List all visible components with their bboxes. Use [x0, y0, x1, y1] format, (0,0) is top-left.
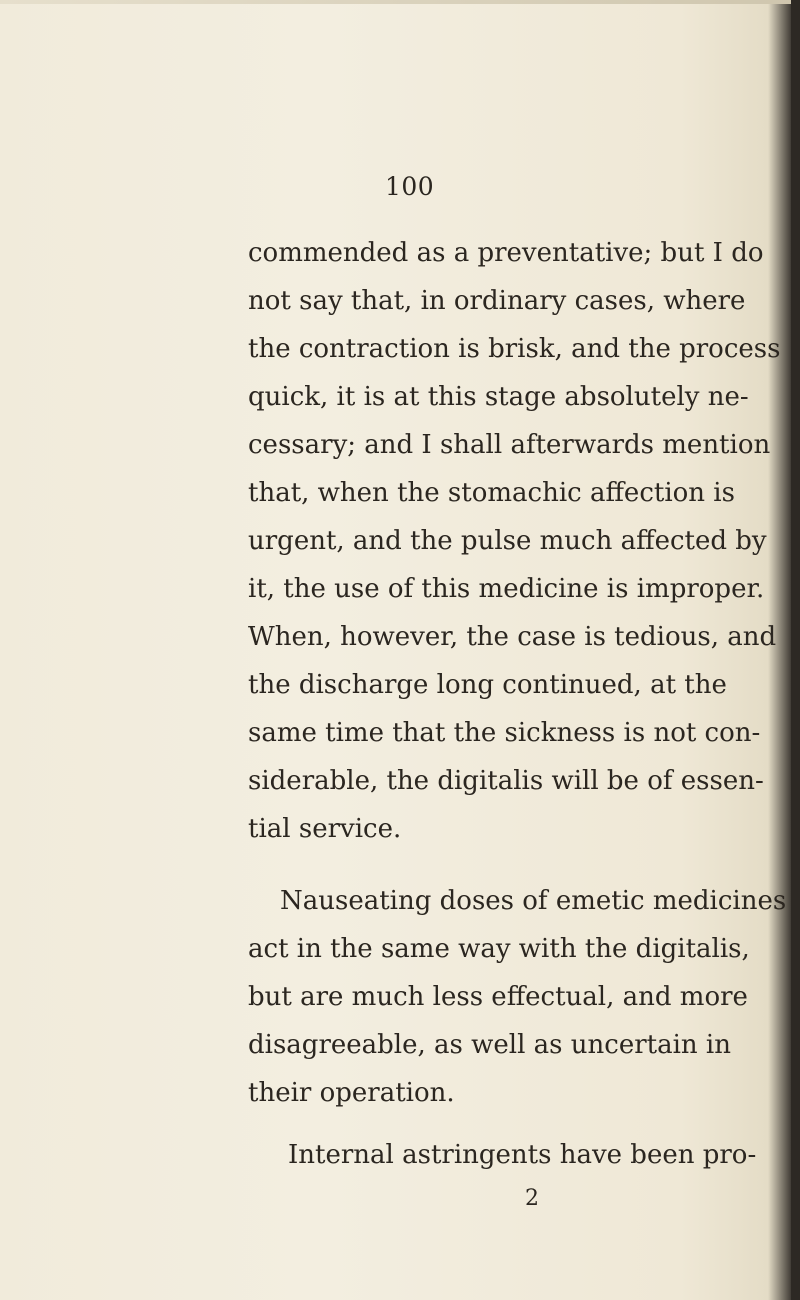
text-line: the contraction is brisk, and the process: [248, 334, 781, 364]
text-line: quick, it is at this stage absolutely ne-: [248, 382, 749, 412]
page-number: 100: [385, 172, 435, 201]
text-line: but are much less effectual, and more: [248, 982, 748, 1012]
signature-mark: 2: [525, 1186, 539, 1211]
binding-edge: [791, 0, 800, 1300]
text-line: When, however, the case is tedious, and: [248, 622, 777, 652]
text-line: it, the use of this medicine is improper.: [248, 574, 765, 604]
text-line: Internal astringents have been pro-: [288, 1140, 757, 1170]
text-line: cessary; and I shall afterwards mention: [248, 430, 771, 460]
text-line: the discharge long continued, at the: [248, 670, 727, 700]
text-line: commended as a preventative; but I do: [248, 238, 764, 268]
text-line: same time that the sickness is not con-: [248, 718, 761, 748]
page-top-edge: [0, 0, 800, 4]
text-line: tial service.: [248, 814, 402, 844]
text-line: Nauseating doses of emetic medicines: [280, 886, 787, 916]
text-line: siderable, the digitalis will be of essen-: [248, 766, 764, 796]
text-line: not say that, in ordinary cases, where: [248, 286, 746, 316]
text-line: that, when the stomachic affection is: [248, 478, 735, 508]
text-line: disagreeable, as well as uncertain in: [248, 1030, 731, 1060]
text-line: act in the same way with the digitalis,: [248, 934, 750, 964]
text-line: urgent, and the pulse much affected by: [248, 526, 767, 556]
text-line: their operation.: [248, 1078, 455, 1108]
